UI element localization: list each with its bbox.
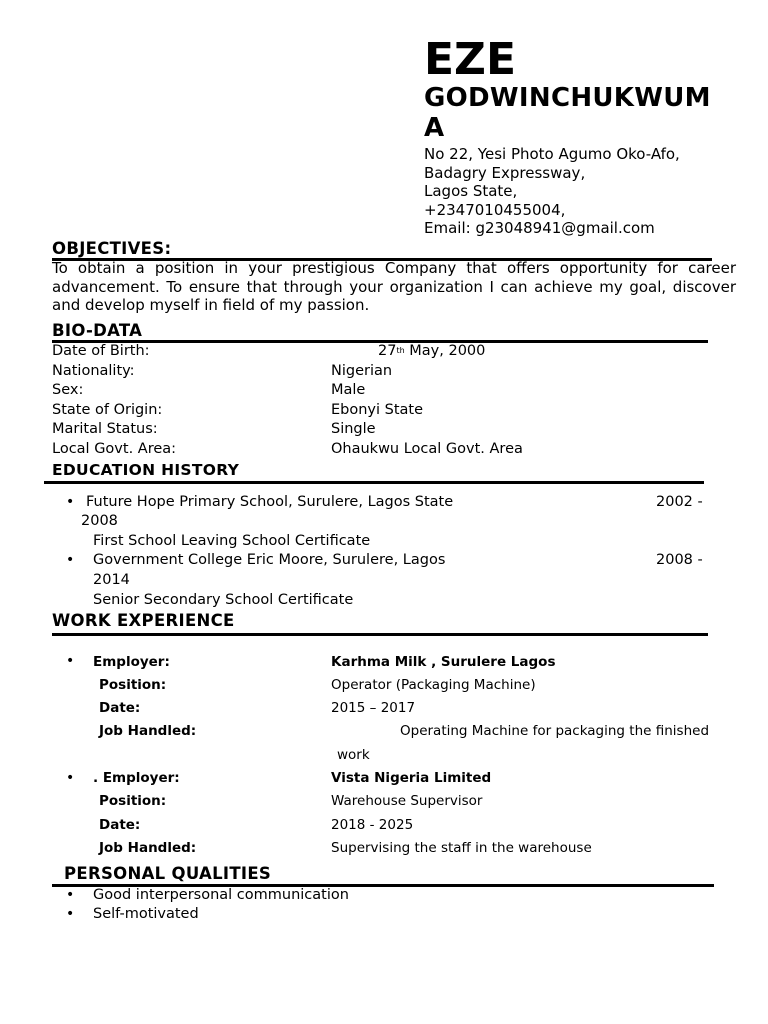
quality-item: Good interpersonal communication <box>93 887 349 903</box>
education-heading: EDUCATION HISTORY <box>52 461 240 479</box>
bullet-icon: • <box>66 887 75 903</box>
qualities-heading: PERSONAL QUALITIES <box>64 864 272 883</box>
position-label: Position: <box>99 793 167 809</box>
objectives-heading: OBJECTIVES: <box>52 239 172 258</box>
section-divider <box>52 633 708 636</box>
employer-value: Vista Nigeria Limited <box>331 770 492 786</box>
address-line: No 22, Yesi Photo Agumo Oko-Afo, <box>424 145 680 163</box>
job-handled-value-cont: work <box>337 747 370 763</box>
bullet-icon: • <box>66 653 75 669</box>
school-years-start: 2008 - <box>656 552 703 568</box>
bullet-icon: • <box>66 494 75 510</box>
job-handled-value: Operating Machine for packaging the finished <box>400 723 710 739</box>
bullet-icon: • <box>66 906 75 922</box>
school-name: Government College Eric Moore, Surulere, Lagos <box>93 552 446 568</box>
certificate: Senior Secondary School Certificate <box>93 592 354 608</box>
quality-item: Self-motivated <box>93 906 199 922</box>
job-handled-label: Job Handled: <box>99 723 197 739</box>
employer-value: Karhma Milk , Surulere Lagos <box>331 654 556 670</box>
employer-label: . Employer: <box>93 770 180 786</box>
email-address: Email: g23048941@gmail.com <box>424 219 655 237</box>
school-name: Future Hope Primary School, Surulere, Lagos State <box>86 494 454 510</box>
nationality-label: Nationality: <box>52 363 135 379</box>
section-divider <box>44 481 704 484</box>
school-years-end: 2008 <box>81 513 118 529</box>
phone-number: +2347010455004, <box>424 200 566 219</box>
contact-block <box>424 145 680 238</box>
surname: EZE <box>424 34 517 85</box>
state-of-origin-label: State of Origin: <box>52 402 163 418</box>
state-of-origin-value: Ebonyi State <box>331 402 424 418</box>
position-value: Warehouse Supervisor <box>331 793 483 809</box>
given-name-line2: A <box>424 113 445 143</box>
date-label: Date: <box>99 700 141 716</box>
bullet-icon: • <box>66 552 75 568</box>
job-handled-label: Job Handled: <box>99 840 197 856</box>
dob-value: 27th May, 2000 <box>378 343 486 359</box>
position-value: Operator (Packaging Machine) <box>331 677 536 693</box>
sex-label: Sex: <box>52 382 84 398</box>
objectives-text: To obtain a position in your prestigious Company that offers opportunity for career advancement. To ensure that through your organization I can achieve my goal, discover and develop myself in field of my passion. <box>52 259 736 314</box>
date-label: Date: <box>99 817 141 833</box>
employer-label: Employer: <box>93 654 170 670</box>
given-name-line1: GODWINCHUKWUM <box>424 83 711 113</box>
date-value: 2015 – 2017 <box>331 700 416 716</box>
marital-status-label: Marital Status: <box>52 421 158 437</box>
sex-value: Male <box>331 382 366 398</box>
lga-value: Ohaukwu Local Govt. Area <box>331 441 523 457</box>
school-years-end: 2014 <box>93 572 130 588</box>
bullet-icon: • <box>66 770 75 786</box>
job-handled-value: Supervising the staff in the warehouse <box>331 840 592 856</box>
work-heading: WORK EXPERIENCE <box>52 611 235 630</box>
date-value: 2018 - 2025 <box>331 817 414 833</box>
biodata-heading: BIO-DATA <box>52 321 143 340</box>
school-years-start: 2002 - <box>656 494 703 510</box>
certificate: First School Leaving School Certificate <box>93 533 371 549</box>
marital-status-value: Single <box>331 421 376 437</box>
nationality-value: Nigerian <box>331 363 393 379</box>
address-line: Badagry Expressway, <box>424 163 586 182</box>
address-line: Lagos State, <box>424 182 518 200</box>
position-label: Position: <box>99 677 167 693</box>
dob-label: Date of Birth: <box>52 343 150 359</box>
lga-label: Local Govt. Area: <box>52 441 177 457</box>
